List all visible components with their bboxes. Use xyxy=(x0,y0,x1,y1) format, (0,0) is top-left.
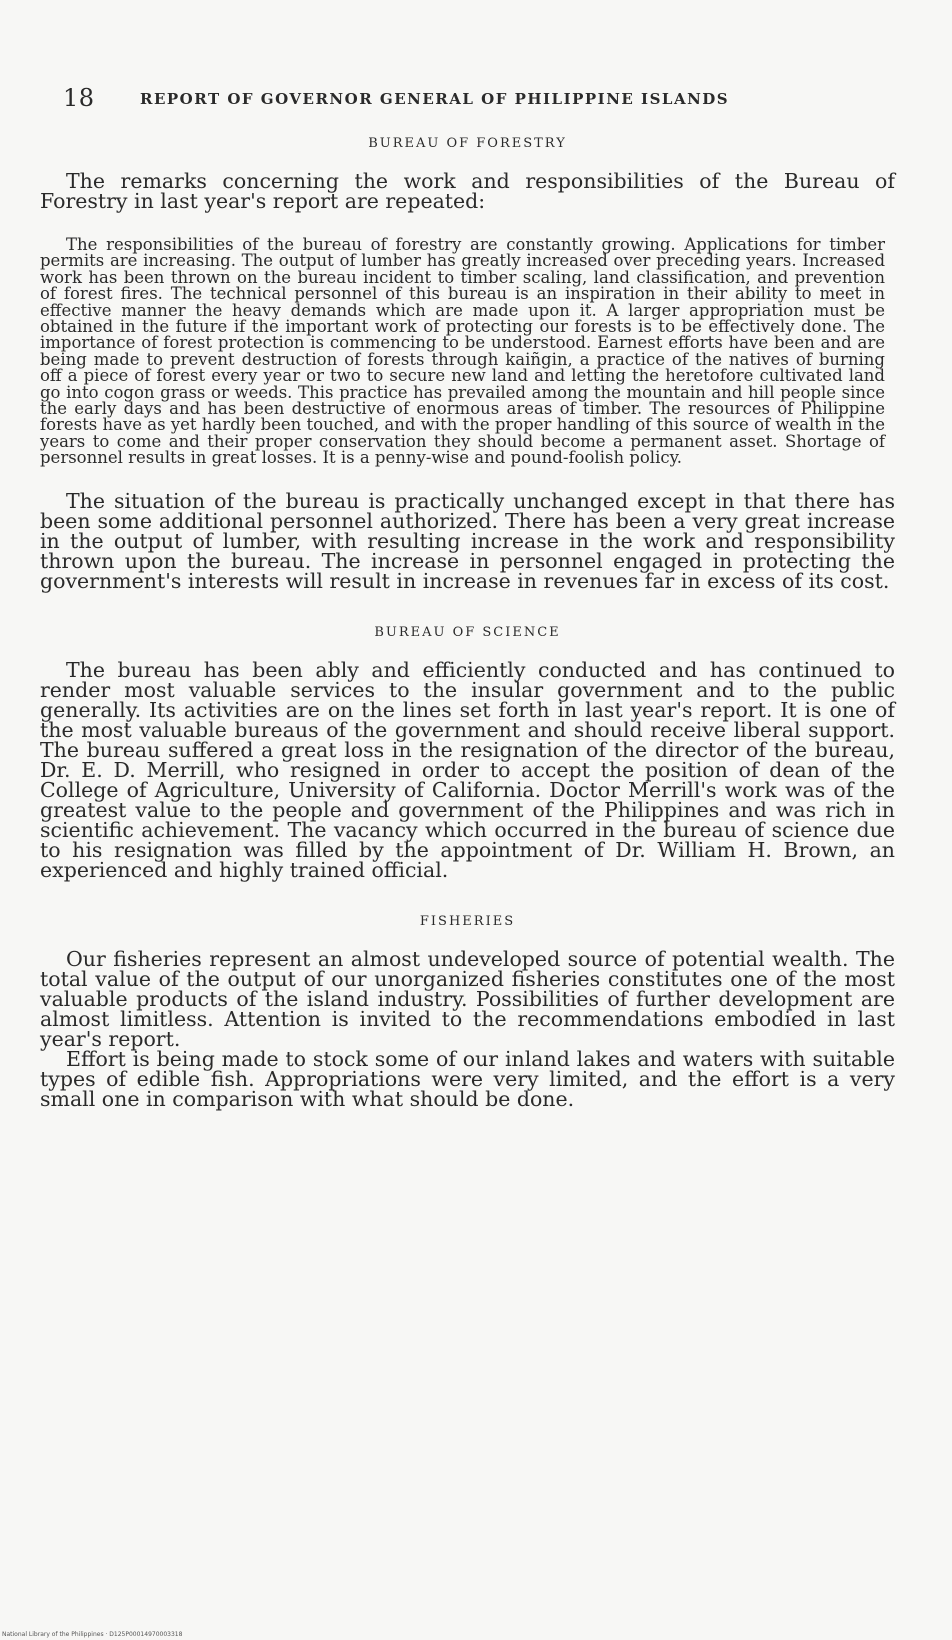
page-number: 18 xyxy=(63,84,95,112)
section-heading-forestry: BUREAU OF FORESTRY xyxy=(368,136,567,151)
science-paragraph: The bureau has been ably and efficiently conducted and has continued to render most valuable services to the insular government and to the public generally. Its activities are on the lines set forth in last year's report. It is one of the most valuable bureaus of the government and should receive liberal support. The bureau suffered a great loss in the resignation of the director of the bureau, Dr. E. D. Merrill, who resigned in order to accept the position of dean of the College of Agriculture, University of California. Doctor Merrill's work was of the greatest value to the people and government of the Philippines and was rich in scientific achievement. The vacancy which occurred in the bureau of science due to his resignation was filled by the appointment of Dr. William H. Brown, an experienced and highly trained official. xyxy=(40,657,895,882)
fisheries-paragraph-2: Effort is being made to stock some of our inland lakes and waters with suitable types of edible fish. Appropriations were very limited, and the effort is a very small one in comparison with what should be done. xyxy=(40,1046,895,1111)
section-heading-fisheries: FISHERIES xyxy=(419,913,516,929)
section-bureau-of-forestry xyxy=(40,136,895,591)
fisheries-paragraph-1: Our fisheries represent an almost undeveloped source of potential wealth. The total value of the output of our unorganized fisheries constitutes one of the most valuable products of the island industry. Possibilities of further development are almost limitless. Attention is invited to the recommendations embodied in last year's report. xyxy=(40,946,895,1051)
document-page xyxy=(40,84,895,1109)
scan-credit-footer: National Library of the Philippines · D125P00014970003318 xyxy=(2,1631,183,1638)
page-header xyxy=(40,84,895,124)
forestry-quoted-passage: The responsibilities of the bureau of forestry are constantly growing. Applications for timber permits are increasing. The output of lumber has greatly increased over preceding years. Increased work has been thrown on the bureau incident to timber scaling, land classification, and prevention of forest fires. The technical personnel of this bureau is an inspiration in their ability to meet in effective manner the heavy demands which are made upon it. A larger appropriation must be obtained in the future if the important work of protecting our forests is to be effectively done. The importance of forest protection is commencing to be understood. Earnest efforts have been and are being made to prevent destruction of forests through kaiñgin, a practice of the natives of burning off a piece of forest every year or two to secure new land and letting the heretofore cultivated land go into cogon grass or weeds. This practice has prevailed among the mountain and hill people since the early days and has been destructive of enormous areas of timber. The resources of Philippine forests have as yet hardly been touched, and with the proper handling of this source of wealth in the years to come and their proper conservation they should become a permanent asset. Shortage of personnel results in great losses. It is a penny-wise and pound-foolish policy. xyxy=(40,235,885,468)
section-fisheries xyxy=(40,914,895,1109)
section-heading-science: BUREAU OF SCIENCE xyxy=(374,624,561,640)
forestry-situation-paragraph: The situation of the bureau is practically unchanged except in that there has been some additional personnel authorized. There has been a very great increase in the output of lumber, with resulting increase in the work and responsibility thrown upon the bureau. The increase in personnel engaged in protecting the government's interests will result in increase in revenues far in excess of its cost. xyxy=(40,488,895,593)
section-bureau-of-science xyxy=(40,625,895,880)
forestry-intro-paragraph: The remarks concerning the work and responsibilities of the Bureau of Forestry in last year's report are repeated: xyxy=(40,169,895,213)
running-head: REPORT OF GOVERNOR GENERAL OF PHILIPPINE ISLANDS xyxy=(140,90,730,108)
